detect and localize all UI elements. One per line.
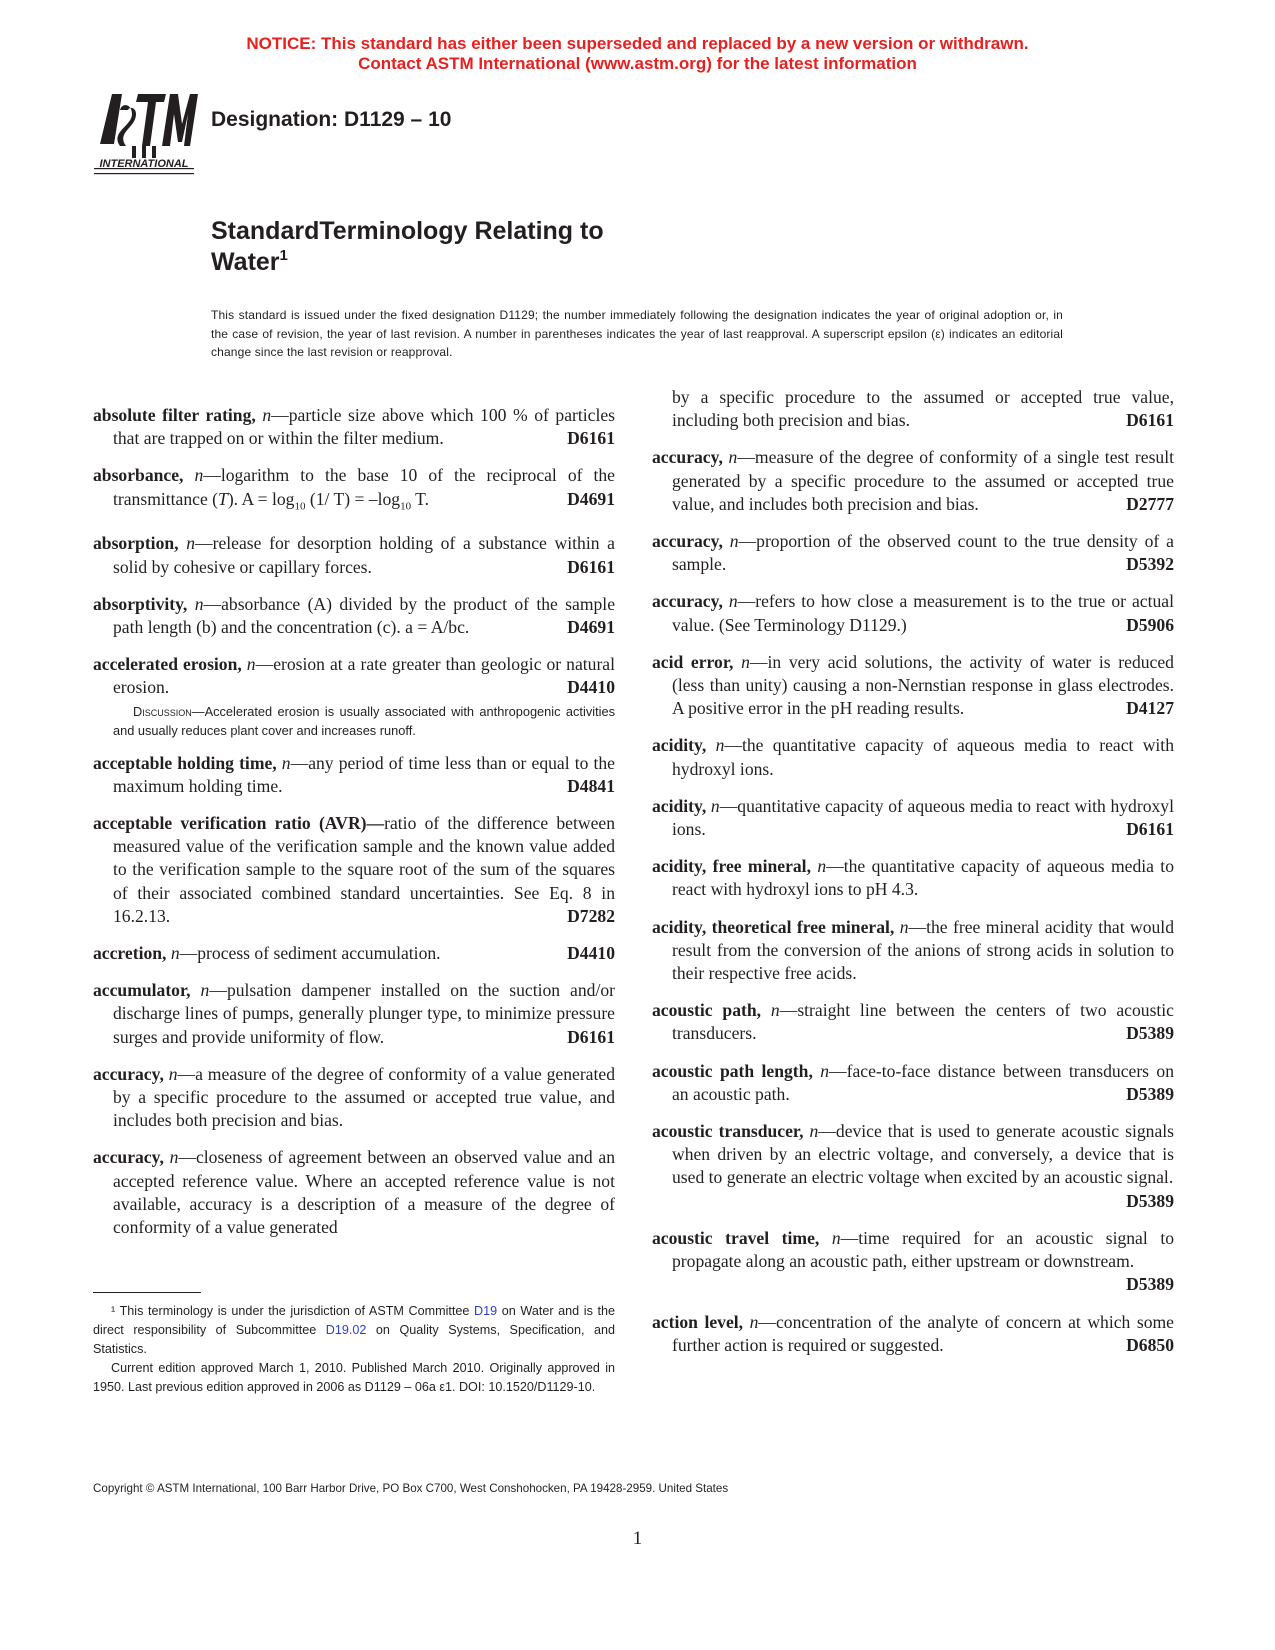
term-entry: acid error, n—in very acid solutions, the activity of water is reduced (less than unity) causing a non-Nernstian response in glass electrodes. A positive error in the pH reading results. D4127 [652,651,1174,721]
reference-code: D4127 [1126,698,1174,719]
title-line-2: Water$^1$ [211,247,288,276]
term-entry: acoustic travel time, n—time required for an acoustic signal to propagate along an acoustic path, either upstream or downstream. D5389 [652,1227,1174,1297]
subcommittee-link[interactable]: D19.02 [325,1323,367,1337]
title-footnote-mark: 1 [279,247,288,264]
reference-code: D6850 [1126,1334,1174,1355]
right-column [652,386,1174,1371]
reference-code: D4410 [567,942,615,963]
title-line-1: StandardTerminology Relating to [211,217,604,245]
reference-code: D6161 [567,556,615,577]
reference-code: D2777 [1126,493,1174,514]
reference-code: D5389 [1126,1023,1174,1044]
astm-logo-icon [92,84,200,176]
reference-code: D5906 [1126,614,1174,635]
footnote-1: ¹ This terminology is under the jurisdiction of ASTM Committee D19 on Water and is the direct responsibility of Subcommittee D19.02 on Quality Systems, Specification, and Statistics. [93,1304,615,1356]
term-entry: accuracy, n—a measure of the degree of conformity of a value generated by a specific procedure to the assumed or accepted true value, and includes both precision and bias. [93,1063,615,1131]
reference-code: D5389 [1126,1190,1174,1211]
logo-text: INTERNATIONAL [99,158,189,170]
committee-link[interactable]: D19 [474,1304,498,1318]
term-entry: acoustic transducer, n—device that is used to generate acoustic signals when driven by an electric voltage, and conversely, a device that is used to generate an electric voltage when excited by an acoustic signal. D5389 [652,1120,1174,1213]
footnote [93,1302,615,1397]
reference-code: D6161 [567,1026,615,1047]
term-entry-continued: by a specific procedure to the assumed or accepted true value, including both precision and bias. D6161 [652,386,1174,432]
reference-code: D6161 [1126,410,1174,431]
term-entry: absorptivity, n—absorbance (A) divided by the product of the sample path length (b) and the concentration (c). a = A/bc. D4691 [93,593,615,639]
term-entry: absorption, n—release for desorption holding of a substance within a solid by cohesive or capillary forces. D6161 [93,532,615,578]
term-entry: absolute filter rating, n—particle size above which 100 % of particles that are trapped on or within the filter medium. D6161 [93,404,615,450]
footnote-divider [93,1292,201,1293]
term-entry: acceptable verification ratio (AVR)—ratio of the difference between measured value of the verification sample and the known value added to the verification sample to the square root of the sum of the squares of their associated combined standard uncertainties. See Eq. 8 in 16.2.13. D7282 [93,812,615,928]
term-entry: acidity, theoretical free mineral, n—the free mineral acidity that would result from the conversion of the anions of strong acids in solution to their respective free acids. [652,916,1174,984]
term-entry: acidity, n—quantitative capacity of aqueous media to react with hydroxyl ions. D6161 [652,795,1174,841]
term-entry: accretion, n—process of sediment accumulation. D4410 [93,942,615,965]
term-entry: accumulator, n—pulsation dampener installed on the suction and/or discharge lines of pumps, generally plunger type, to minimize pressure surges and provide uniformity of flow. D6161 [93,979,615,1049]
reference-code: D5392 [1126,554,1174,575]
reference-code: D4691 [567,616,615,637]
supersede-notice [0,34,1275,74]
reference-code: D4410 [567,677,615,698]
term-entry: accuracy, n—closeness of agreement between an observed value and an accepted reference value. Where an accepted reference value is not available, accuracy is a description of a measure of the degree of conformity of a value generated [93,1147,615,1237]
term-entry: acidity, n—the quantitative capacity of aqueous media to react with hydroxyl ions. [652,735,1174,779]
reference-code: D6161 [567,428,615,449]
term-entry: accelerated erosion, n—erosion at a rate greater than geologic or natural erosion. D4410 [93,653,615,699]
copyright: Copyright © ASTM International, 100 Barr Harbor Drive, PO Box C700, West Conshohocken, PA 19428-2959. United States [93,1482,729,1495]
term-entry: acceptable holding time, n—any period of time less than or equal to the maximum holding time. D4841 [93,752,615,798]
term-entry: absorbance, n—logarithm to the base 10 of the reciprocal of the transmittance (T). $A = \log_{10} (1/$ $T) = -\log_{10}$ T. D4691 [93,465,615,513]
term-entry: acoustic path, n—straight line between the centers of two acoustic transducers. D5389 [652,999,1174,1045]
reference-code: D5389 [1126,1083,1174,1104]
reference-code: D5389 [1126,1274,1174,1295]
left-column [93,404,615,1253]
page-title [211,216,604,278]
term-entry: accuracy, n—refers to how close a measurement is to the true or actual value. (See Terminology D1129.) D5906 [652,590,1174,636]
reference-code: D4691 [567,488,615,509]
issuance-note: This standard is issued under the fixed designation D1129; the number immediately following the designation indicates the year of original adoption or, in the case of revision, the year of last revision. A number in parentheses indicates the year of last reapproval. A superscript epsilon (ε) indicates an editorial change since the last revision or reapproval. [211,308,1063,359]
footnote-2: Current edition approved March 1, 2010. Published March 2010. Originally approved in 1950. Last previous edition approved in 2006 as D1129 – 06a ε1. DOI: 10.1520/D1129-10. [93,1361,615,1394]
page-number: 1 [632,1528,643,1549]
discussion-note: Discussion—Accelerated erosion is usually associated with anthropogenic activities and usually reduces plant cover and increases runoff. [113,703,615,738]
reference-code: D4841 [567,775,615,796]
term-entry: action level, n—concentration of the analyte of concern at which some further action is required or suggested. D6850 [652,1311,1174,1357]
term-entry: acidity, free mineral, n—the quantitative capacity of aqueous media to react with hydroxyl ions to pH 4.3. [652,856,1174,900]
notice-line-2: Contact ASTM International (www.astm.org) for the latest information [358,54,917,73]
term-entry: accuracy, n—measure of the degree of conformity of a single test result generated by a specific procedure to the assumed or accepted true value, and includes both precision and bias. D2777 [652,446,1174,516]
term-entry: acoustic path length, n—face-to-face distance between transducers on an acoustic path. D5389 [652,1060,1174,1106]
reference-code: D6161 [1126,819,1174,840]
notice-line-1: NOTICE: This standard has either been superseded and replaced by a new version or withdrawn. [246,34,1029,53]
designation: Designation: D1129 – 10 [211,108,452,131]
term-entry: accuracy, n—proportion of the observed count to the true density of a sample. D5392 [652,530,1174,576]
reference-code: D7282 [567,905,615,926]
